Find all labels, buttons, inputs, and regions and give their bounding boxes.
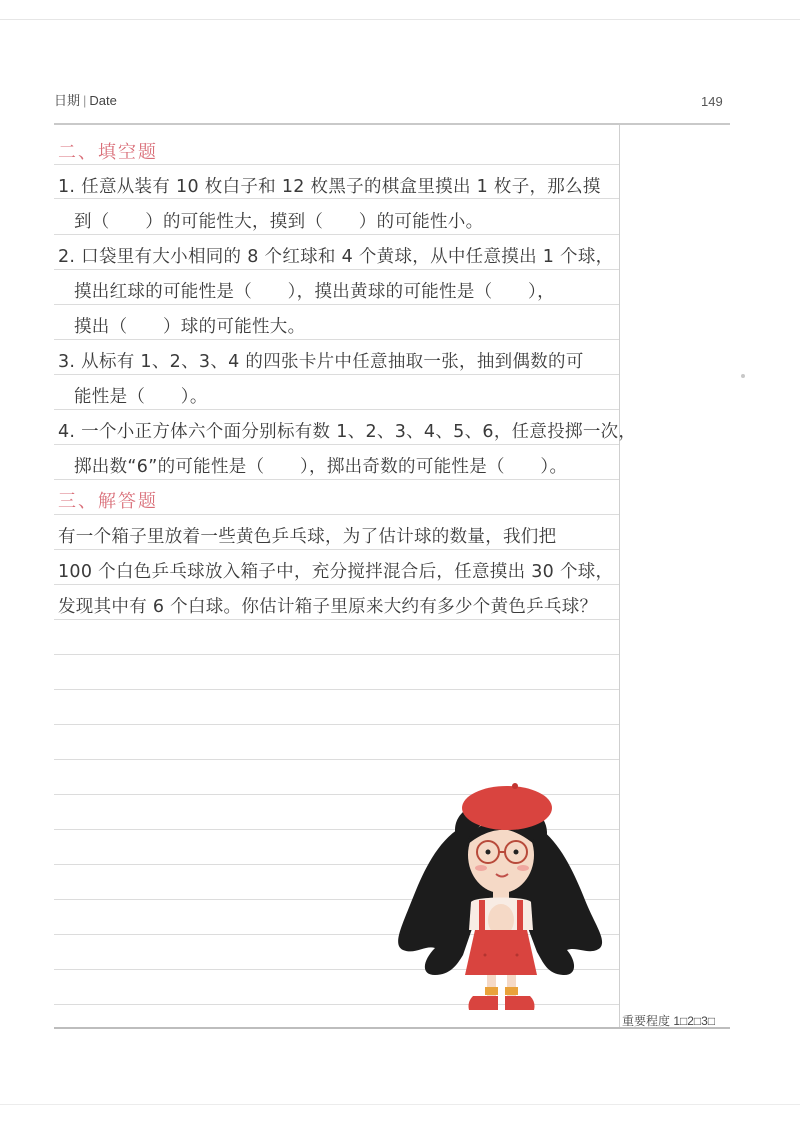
- page-edge-top: [0, 19, 800, 20]
- ruled-line: [54, 304, 619, 305]
- ruled-line: [54, 198, 619, 199]
- margin-dot: [741, 374, 745, 378]
- question-4-line-1: 4. 一个小正方体六个面分别标有数 1、2、3、4、5、6，任意投掷一次，: [58, 422, 637, 442]
- section-title-answer: 三、解答题: [58, 491, 158, 512]
- problem-line-2: 100 个白色乒乓球放入箱子中，充分搅拌混合后，任意摸出 30 个球，: [58, 562, 614, 582]
- ruled-line: [54, 234, 619, 235]
- question-1-line-2: 到（ ）的可能性大，摸到（ ）的可能性小。: [74, 212, 484, 232]
- question-4-line-2: 掷出数“6”的可能性是（ ），掷出奇数的可能性是（ ）。: [74, 457, 568, 477]
- ruled-line: [54, 514, 619, 515]
- section-title-fill-in: 二、填空题: [58, 142, 158, 163]
- ruled-line: [54, 584, 619, 585]
- ruled-line: [54, 409, 619, 410]
- date-label-cn: 日期: [54, 93, 81, 108]
- ruled-line: [54, 374, 619, 375]
- question-2-line-3: 摸出（ ）球的可能性大。: [74, 317, 306, 337]
- girl-illustration: [395, 770, 610, 1020]
- question-2-line-2: 摸出红球的可能性是（ ），摸出黄球的可能性是（ ），: [74, 282, 555, 302]
- ruled-line: [54, 479, 619, 480]
- ruled-line: [54, 759, 619, 760]
- ruled-line: [54, 269, 619, 270]
- ruled-line: [54, 619, 619, 620]
- question-3-line-1: 3. 从标有 1、2、3、4 的四张卡片中任意抽取一张，抽到偶数的可: [58, 352, 584, 372]
- page-number: 149: [701, 94, 723, 109]
- ruled-line: [54, 549, 619, 550]
- problem-line-1: 有一个箱子里放着一些黄色乒乓球，为了估计球的数量，我们把: [58, 527, 557, 547]
- header-rule: [54, 123, 730, 125]
- date-label: [54, 90, 117, 109]
- problem-line-3: 发现其中有 6 个白球。你估计箱子里原来大约有多少个黄色乒乓球？: [58, 597, 598, 617]
- ruled-line: [54, 654, 619, 655]
- ruled-line: [54, 444, 619, 445]
- margin-rule: [619, 125, 620, 1029]
- ruled-line: [54, 339, 619, 340]
- date-separator: |: [83, 93, 87, 108]
- page-edge-bottom: [0, 1104, 800, 1105]
- ruled-line: [54, 724, 619, 725]
- ruled-line: [54, 164, 619, 165]
- ruled-line: [54, 689, 619, 690]
- question-1-line-1: 1. 任意从装有 10 枚白子和 12 枚黑子的棋盒里摸出 1 枚子，那么摸: [58, 177, 601, 197]
- date-label-en: Date: [89, 93, 117, 108]
- importance-label: 重要程度 1□2□3□: [622, 1014, 716, 1028]
- question-3-line-2: 能性是（ ）。: [74, 387, 208, 407]
- question-2-line-1: 2. 口袋里有大小相同的 8 个红球和 4 个黄球，从中任意摸出 1 个球，: [58, 247, 614, 267]
